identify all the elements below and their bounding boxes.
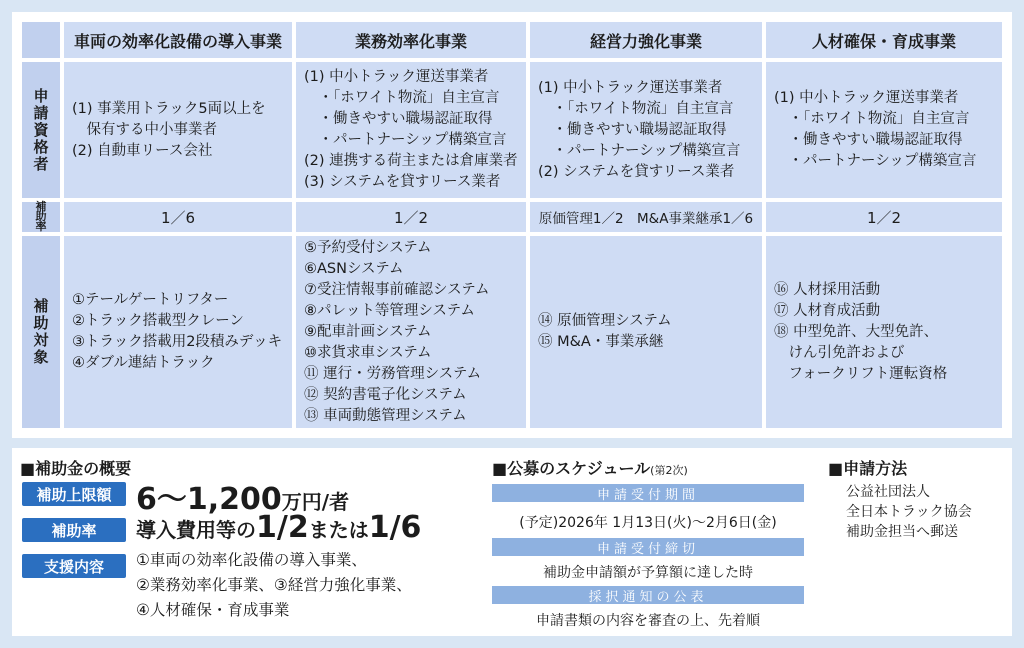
list-item: けん引免許および	[774, 344, 905, 361]
rate-value: 導入費用等の1/2または1/6	[136, 510, 422, 545]
schedule-title: ■公募のスケジュール(第2次)	[492, 459, 688, 478]
list-item: ・働きやすい職場認証取得	[538, 121, 727, 138]
eligible-vehicle	[64, 62, 292, 198]
eligible-efficiency	[296, 62, 526, 198]
list-item: ・パートナーシップ構築宣言	[774, 153, 977, 169]
list-item: ④ダブル連結トラック	[72, 355, 215, 371]
list-item: ⑰ 人材育成活動	[774, 302, 881, 319]
support-content	[136, 548, 412, 623]
row-label-eligible: 申 請 資 格 者	[22, 62, 60, 198]
list-item: ③トラック搭載用2段積みデッキ	[72, 334, 283, 350]
list-item: ⑨配車計画システム	[304, 323, 432, 340]
header-management: 経営力強化事業	[530, 22, 762, 58]
list-item: ・「ホワイト物流」自主宣言	[774, 111, 970, 127]
list-item: (2) 自動車リース会社	[72, 142, 213, 159]
target-vehicle	[64, 236, 292, 428]
list-item: ①テールゲートリフター	[72, 292, 229, 308]
list-item: ・働きやすい職場認証取得	[774, 132, 963, 148]
list-item: 補助金担当へ郵送	[846, 524, 958, 540]
row-label-target: 補 助 対 象	[22, 236, 60, 428]
list-item: ①車両の効率化設備の導入事業、	[136, 551, 367, 569]
schedule-deadline: 補助金申請額が予算額に達した時	[543, 565, 753, 581]
rate-personnel: 1／2	[766, 202, 1002, 232]
list-item: (1) 中小トラック運送事業者	[304, 69, 489, 85]
header-efficiency: 業務効率化事業	[296, 22, 526, 58]
list-item: (1) 事業用トラック5両以上を	[72, 100, 266, 117]
list-item: ⑩求貨求車システム	[304, 344, 432, 361]
rate-label: 補助率	[22, 518, 126, 542]
list-item: フォークリフト運転資格	[774, 365, 948, 382]
list-item: ②業務効率化事業、③経営力強化事業、	[136, 576, 412, 594]
list-item: ⑭ 原価管理システム	[538, 313, 672, 329]
list-item: ⑥ASNシステム	[304, 260, 404, 277]
apply-content	[846, 482, 972, 542]
overview-title: ■補助金の概要	[20, 459, 132, 478]
header-vehicle: 車両の効率化設備の導入事業	[64, 22, 292, 58]
list-item: ・パートナーシップ構築宣言	[538, 142, 741, 159]
table-corner	[22, 22, 60, 58]
list-item: 保有する中小事業者	[72, 121, 217, 138]
schedule-selection: 申請書類の内容を審査の上、先着順	[536, 613, 760, 629]
rate-management: 原価管理1／2 M&A事業継承1／6	[530, 202, 762, 232]
list-item: ⑫ 契約書電子化システム	[304, 386, 467, 403]
list-item: ・働きやすい職場認証取得	[304, 111, 493, 127]
list-item: ⑯ 人材採用活動	[774, 281, 881, 298]
target-management	[530, 236, 762, 428]
schedule-bar-selection: 採択通知の公表	[492, 586, 804, 604]
limit-value: 6〜1,200万円/者	[136, 482, 350, 517]
list-item: 全日本トラック協会	[846, 504, 972, 520]
limit-label: 補助上限額	[22, 482, 126, 506]
list-item: ・「ホワイト物流」自主宣言	[538, 100, 734, 117]
row-label-rate: 補 助 率	[22, 202, 60, 232]
support-label: 支援内容	[22, 554, 126, 578]
eligible-management	[530, 62, 762, 198]
list-item: (1) 中小トラック運送事業者	[774, 90, 959, 106]
schedule-period: (予定)2026年 1月13日(火)〜2月6日(金)	[519, 515, 777, 531]
list-item: ・「ホワイト物流」自主宣言	[304, 90, 500, 106]
list-item: ④人材確保・育成事業	[136, 601, 290, 619]
rate-vehicle: 1／6	[64, 202, 292, 232]
list-item: ⑪ 運行・労務管理システム	[304, 365, 482, 382]
list-item: (3) システムを貸すリース業者	[304, 174, 501, 190]
list-item: (2) システムを貸すリース業者	[538, 163, 735, 180]
list-item: ⑧パレット等管理システム	[304, 302, 475, 319]
list-item: ⑱ 中型免許、大型免許、	[774, 323, 939, 340]
list-item: ⑬ 車両動態管理システム	[304, 407, 467, 424]
list-item: ⑦受注情報事前確認システム	[304, 281, 490, 298]
list-item: (2) 連携する荷主または倉庫業者	[304, 153, 518, 169]
target-personnel	[766, 236, 1002, 428]
info-panel	[12, 448, 1012, 636]
list-item: ⑤予約受付システム	[304, 239, 432, 256]
list-item: (1) 中小トラック運送事業者	[538, 79, 723, 96]
schedule-bar-period: 申請受付期間	[492, 484, 804, 502]
eligible-personnel	[766, 62, 1002, 198]
list-item: ②トラック搭載型クレーン	[72, 313, 244, 329]
target-efficiency	[296, 236, 526, 428]
apply-title: ■申請方法	[828, 459, 908, 478]
header-personnel: 人材確保・育成事業	[766, 22, 1002, 58]
rate-efficiency: 1／2	[296, 202, 526, 232]
list-item: ・パートナーシップ構築宣言	[304, 132, 507, 148]
schedule-bar-deadline: 申請受付締切	[492, 538, 804, 556]
subsidy-table	[12, 12, 1012, 438]
list-item: 公益社団法人	[846, 484, 930, 500]
list-item: ⑮ M&A・事業承継	[538, 334, 664, 350]
